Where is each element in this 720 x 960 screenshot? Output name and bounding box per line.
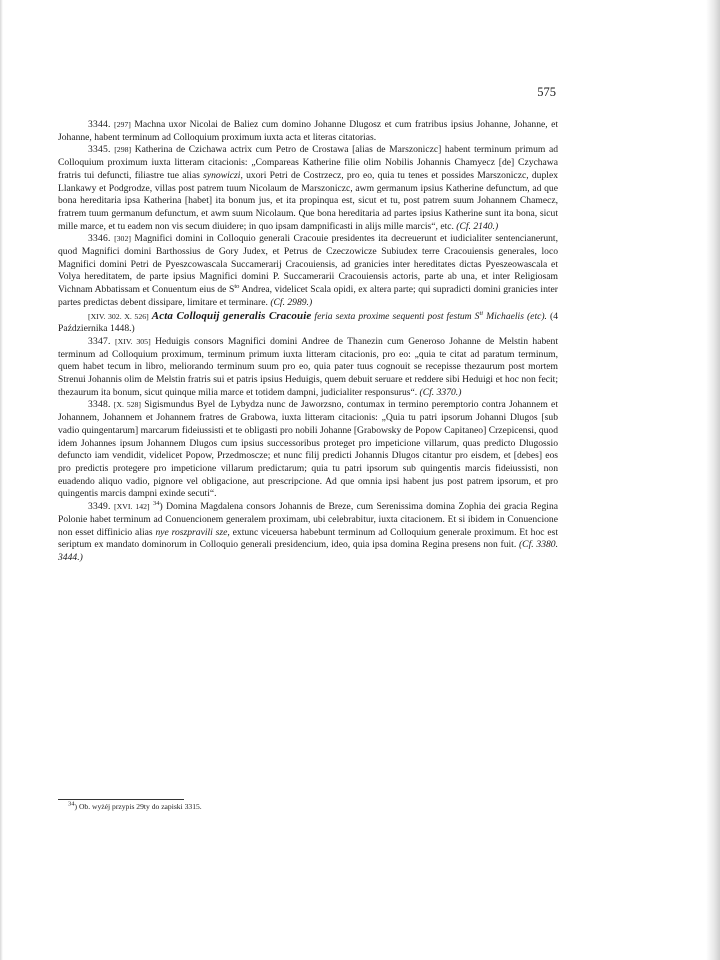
heading-title: Acta Colloquij generalis Cracouie xyxy=(151,309,312,322)
heading-date: (4 Października 1448.) xyxy=(58,310,559,335)
entry-3349 xyxy=(58,501,558,565)
page-edge-right xyxy=(706,0,720,960)
entry-number: 3346. xyxy=(88,233,111,245)
heading-reference: [XIV. 302. X. 526] xyxy=(88,311,149,321)
entry-number: 3349. xyxy=(88,501,111,513)
cross-reference: (Cf. 3380. 3444.) xyxy=(58,539,558,563)
entry-number: 3344. xyxy=(88,119,111,130)
entry-3348 xyxy=(58,399,558,501)
entry-reference: [XIV. 305] xyxy=(115,336,151,346)
cross-reference: (Cf. 3370.) xyxy=(419,386,462,398)
entry-text: Machna uxor Nicolai de Baliez cum domino Johanne Dlugosz et cum fratribus ipsius Johanne, Johanne, et Johanne, habent terminum ad Colloquium proximum iuxta acta et literas citatorias. xyxy=(58,119,558,143)
entry-reference: [XVI. 142] xyxy=(113,502,150,512)
entry-text-continued: , uxori Petri de Costrzecz, pro eo, quia tu tenes et possides Marszoniczc, duplex Llankawy et Podgrodze, villas post patrem tuum Nicolaum de Marszoniczc, awm germanum ipsius Katherine defunctum, ad que bona hereditaria ipsa Katherina [habet] ita bonum jus, et ita propinqua est, sicut et tu, post patrem suum Johannem Chamecz, fratrem tuum germanum defunctum, et awm suum Nicolaum. Que bona hereditaria ad partes ipsius Katherine sunt ita bona, sicut mille marce, et tu eadem non vis secum diuidere; in quo ipsam dampnificasti in alijs mille marcis“, etc. xyxy=(58,169,558,232)
entry-text: Heduigis consors Magnifici domini Andree de Thanezin cum Generoso Johanne de Melstin habent terminum ad Colloquium proximum, terminum primum iuxta litteram citacionis, pro eo: „quia te citat ad paratum terminum, quem habet tecum in libro, meliorando terminum suum pro eo, quia pater tuus cognouit se recepisse thezaurum post mortem Strenui Johannis olim de Melstin fratris sui et patris ipsius Heduigis, quem debuit seruare et reddere sibi Heduigi et hoc non fecit; thezaurum ita bonum, sicut quinque milia marce et totidem dampni, judicialiter responsurus“. xyxy=(58,335,559,398)
footnote-divider xyxy=(58,799,184,800)
cross-reference: (Cf. 2989.) xyxy=(270,296,313,308)
page-number: 575 xyxy=(537,85,556,99)
entry-3345 xyxy=(58,144,558,233)
entry-reference: [297] xyxy=(114,120,131,129)
section-heading xyxy=(58,310,558,336)
entry-text: Katherina de Czichawa actrix cum Petro de Crostawa [alias de Marszoniczc] habent terminum primum ad Colloquium proximum iuxta litteram citacionis: „Compareas Katherine filie olim Nobilis Johannis Chamyecz [de] Czychawa fratris tui defuncti, filiastre tue alias xyxy=(58,144,558,181)
entry-number: 3348. xyxy=(88,399,111,411)
footnote-marker-paren: ) xyxy=(159,501,163,513)
entry-3347 xyxy=(58,336,558,400)
entry-text: Domina Magdalena consors Johannis de Breze, cum Serenissima domina Zophia dei gracia Regina Polonie habet terminum ad Conuencionem generalem proximam, ubi celebrabitur, iuxta citacionem. Et si ibidem in Conuencione non esset diffinicio alias xyxy=(58,501,558,538)
footnote xyxy=(68,802,548,812)
document-body xyxy=(58,119,558,565)
footnote-number: 34 xyxy=(68,800,75,808)
entry-italic-term: nye roszpravili sze xyxy=(155,526,228,538)
footnote-number-paren: ) xyxy=(74,802,78,811)
heading-date-phrase: feria sexta proxime sequenti post festum S xyxy=(314,310,480,322)
page-edge-left xyxy=(0,0,3,960)
entry-reference: [298] xyxy=(114,145,132,155)
superscript: to xyxy=(234,282,240,290)
entry-text-continued: , extunc viceuersa habebunt terminum ad Colloquium generale proximum. Et hoc est seriptum ex mandato dominorum in Colloquio generali presidencium, ideo, quia ipsa domina Regina presens non fuit. xyxy=(58,526,558,551)
entry-text: Magnifici domini in Colloquio generali Cracouie presidentes ita decreuerunt et iudicialiter sentencianerunt, quod Magnifici domini Barthossius de Gory Judex, et Petrus de Czeczowicze Subiudex terre Cracouiensis generales, loco Magnifici domini Petri de Pyeszcowascala Succamerarij Cracouiensis, ad granicies inter hereditates dictas Pyeszeowascala et Volya hereditatem, de parte ipsius Magnifici domini P. Succamerarii Cracouiensis actoris, parte ab una, et inter Religiosam Vichnam Abbatissam et Conuentum eius de S xyxy=(58,233,558,296)
cross-reference: (Cf. 2140.) xyxy=(456,220,499,232)
footnote-marker: 34 xyxy=(153,499,160,507)
entry-text: Sigismundus Byel de Lybydza nunc de Jaworzsno, contumax in termino peremptorio contra Johannem et Johannem, Johannem et Johannem fratres de Grabowa, iuxta litteram citacionis: „Quia tu patri ipsorum Johanni Dlugos [sub vadio quingentarum] marcarum fideiussisti et te obligasti pro nobili Johanne [Grabowsky de Popow Capitaneo] Crzepicensi, quod idem Johannes ipsum Johannem Dlugos cum ipsius successoribus proteget pro impeticione villarum, quas predicto Dlugossio defuncto iam vendidit, videlicet Popow, Przedmoscze; et nunc filij predicti Johannis Dlugos citantur pro eisdem, et [debes] eos pro predictis protegere pro impeticione villarum predictarum; quia tu patri ipsorum sub quingentis marcis fideiussisti, non euadendo aliquo vadio, pignore vel obligacione, aut prescripcione. Ad que omnia ipsi habent jus post patrem ipsorum, et pro quingentis marcis dampni exinde secuti“. xyxy=(58,399,558,500)
entry-text-continued: Andrea, videlicet Scala opidi, ex altera parte; qui supradicti domini granicies inter partes predictas debent dissipare, limitare et terminare. xyxy=(58,284,558,308)
entry-number: 3345. xyxy=(88,144,111,156)
entry-reference: [302] xyxy=(114,234,131,244)
entry-reference: [X. 528] xyxy=(113,400,142,410)
entry-number: 3347. xyxy=(88,335,111,347)
entry-3346 xyxy=(58,233,558,309)
footnote-text: Ob. wyżéj przypis 29ty do zapiski 3315. xyxy=(78,802,202,811)
entry-italic-term: synowiczi xyxy=(203,169,241,181)
superscript: ti xyxy=(479,309,484,317)
heading-date-phrase-continued: Michaelis (etc). xyxy=(483,310,547,322)
entry-3344 xyxy=(58,119,558,144)
